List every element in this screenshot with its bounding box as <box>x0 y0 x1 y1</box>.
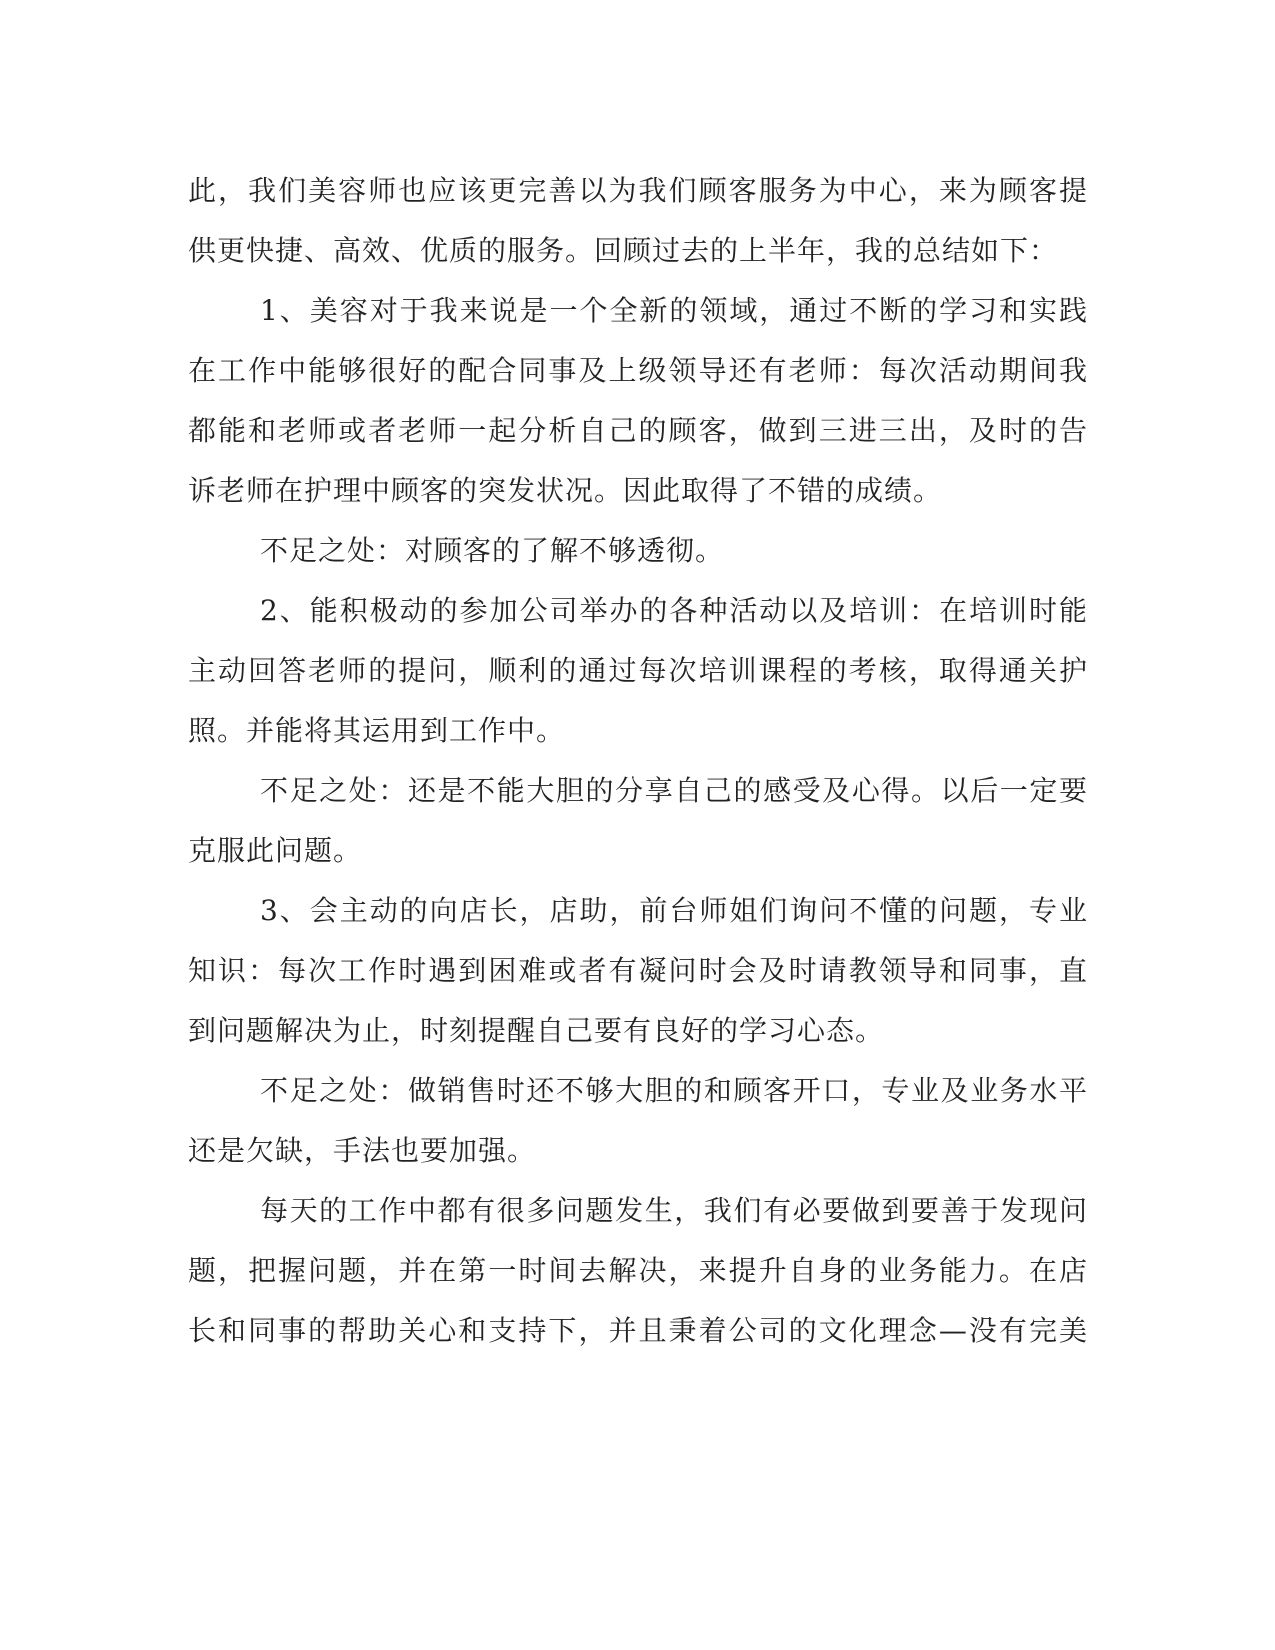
text-line: 供更快捷、高效、优质的服务。回顾过去的上半年，我的总结如下： <box>188 234 1059 267</box>
text-line: 不足之处：做销售时还不够大胆的和顾客开口，专业及业务水平 <box>260 1074 1088 1107</box>
text-line: 2、能积极动的参加公司举办的各种活动以及培训：在培训时能 <box>260 594 1088 627</box>
text-line: 还是欠缺，手法也要加强。 <box>188 1134 537 1167</box>
text-line: 1、美容对于我来说是一个全新的领域，通过不断的学习和实践 <box>260 294 1088 327</box>
text-line: 长和同事的帮助关心和支持下，并且秉着公司的文化理念—没有完美 <box>188 1314 1088 1347</box>
text-line: 不足之处：对顾客的了解不够透彻。 <box>260 534 725 567</box>
text-line: 每天的工作中都有很多问题发生，我们有必要做到要善于发现问 <box>260 1194 1088 1227</box>
text-line: 不足之处：还是不能大胆的分享自己的感受及心得。以后一定要 <box>260 774 1088 807</box>
text-line: 此，我们美容师也应该更完善以为我们顾客服务为中心，来为顾客提 <box>188 174 1088 207</box>
text-line: 主动回答老师的提问，顺利的通过每次培训课程的考核，取得通关护 <box>188 654 1088 687</box>
document-body <box>188 161 1088 1361</box>
text-line: 照。并能将其运用到工作中。 <box>188 714 566 747</box>
text-line: 都能和老师或者老师一起分析自己的顾客，做到三进三出，及时的告 <box>188 414 1088 447</box>
text-line: 知识：每次工作时遇到困难或者有凝问时会及时请教领导和同事，直 <box>188 954 1088 987</box>
text-line: 3、会主动的向店长，店助，前台师姐们询问不懂的问题，专业 <box>260 894 1088 927</box>
text-line: 在工作中能够很好的配合同事及上级领导还有老师：每次活动期间我 <box>188 354 1088 387</box>
text-line: 到问题解决为止，时刻提醒自己要有良好的学习心态。 <box>188 1014 885 1047</box>
text-line: 克服此问题。 <box>188 834 363 867</box>
text-line: 诉老师在护理中顾客的突发状况。因此取得了不错的成绩。 <box>188 474 943 507</box>
text-line: 题，把握问题，并在第一时间去解决，来提升自身的业务能力。在店 <box>188 1254 1088 1287</box>
